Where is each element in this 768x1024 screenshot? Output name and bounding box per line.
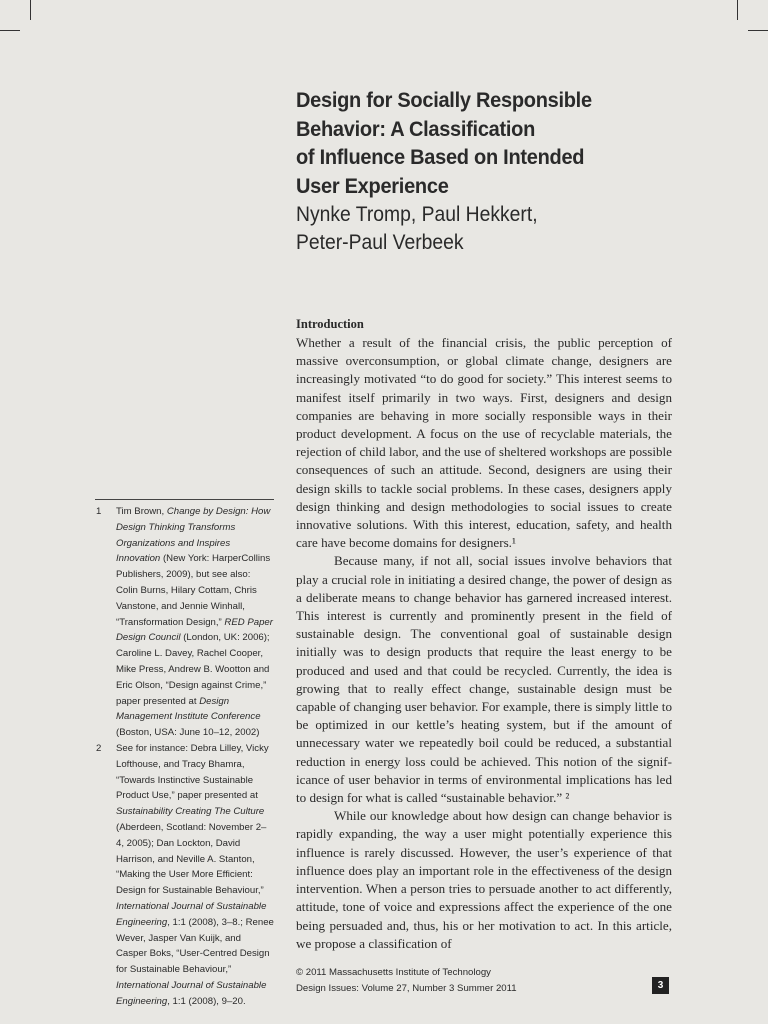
footnote-text-run: (Aberdeen, Scotland: November 2–4, 2005); Dan Lockton, David Harrison, and Neville A. Stanton, “Making the User More Efficient: Design for Sustainable Behaviour,” [116,821,267,897]
footnote-text [116,504,274,741]
footnote-number: 1 [96,506,102,517]
crop-mark-top-right-vertical [737,0,738,20]
title-line: Design for Socially Responsible [296,88,592,112]
crop-mark-top-left-horizontal [0,30,20,31]
footnote-text-run: Tim Brown, [116,506,167,517]
author-line: Nynke Tromp, Paul Hekkert, [296,203,538,226]
crop-mark-top-left-vertical [30,0,31,20]
article-header [296,86,736,257]
body-paragraph: Because many, if not all, social issues involve behaviors that play a crucial role in initiating a desired change, the power of design as a deliberate means to change behavior has garnered increased interest. This interest is currently and prominently present in the field of sustainable design. The conventional goal of sustainable design initially was to design products that require the least energy to be produced and used and that could be recycled. Currently, the idea is growing that to really effect change, sustainable design must be capable of changing user behavior. For example, there is simply little to be optimized in our kettle’s heating system, but if the amount of unnecessary water we repeatedly boil could be reduced, a substantial reduction in energy loss could be achieved. This notion of the signif-icance of user behavior in terms of environmental implications has led to design for what is called “sustainable behavior.” ² [296,553,672,806]
body-column [296,316,672,953]
body-paragraph: Whether a result of the financial crisis, the public perception of massive overconsumption, or global climate change, designers are increasingly motivated “to do good for society.” This interest seems to manifest itself primarily in two ways. First, designers and design companies are behaving in more socially responsible ways in their product development. A focus on the use of recyclable materials, the rejection of child labor, and the use of sheltered workshops are possible consequences of such an attitude. Second, designers are using their design skills to tackle social problems. In these cases, designers apply design thinking and design methodologies to social issues to create innovative solutions. With this interest, education, safety, and health care have become domains for designers.¹ [296,335,672,551]
footnotes [96,504,296,1010]
copyright-line: © 2011 Massachusetts Institute of Technology [296,967,491,978]
footnote-text-run: , 1:1 (2008), 9–20. [167,995,246,1007]
title-line: Behavior: A Classification [296,116,536,141]
footnote-text-run: , 1:1 (2008), 3–8.; Renee Wever, Jasper Van Kuijk, and Casper Boks, “User-Centred Design for Sustainable Behaviour,” [116,916,274,976]
footnote [96,504,296,741]
footnote-text-run: Change by Design: How Design Thinking Transforms Organizations and Inspires Innovation [116,506,271,565]
article-title [296,86,705,200]
footnote-text-run: International Journal of Sustainable Engineering [116,900,267,928]
journal-line: Design Issues: Volume 27, Number 3 Summer 2011 [296,982,517,994]
page-footer [296,965,517,996]
body-paragraph: While our knowledge about how design can change behavior is rapidly expanding, the way a user might potentially experience this influence is rarely discussed. However, the user’s experience of that influence does play an important role in the effectiveness of the design intervention. When a person tries to persuade another to act differently, attitude, tone of voice and expressions affect the experience of the one being persuaded and, thus, his or her motivation to act. In this article, we propose a classification of [296,808,672,951]
article-authors [296,201,701,257]
footnote-text-run: Sustainability Creating The Culture [116,806,265,818]
page-number: 3 [652,977,669,994]
footnote-text-run: (London, UK: 2006); Caroline L. Davey, Rachel Cooper, Mike Press, Andrew B. Wootton and Eric Olson, “Design against Crime,” paper presented at [116,632,270,707]
footnote-text-run: RED Paper Design Council [116,616,273,644]
footnote-rule [95,499,274,500]
title-line: User Experience [296,173,449,198]
footnote [96,741,296,1010]
footnote-number: 2 [96,742,102,754]
footnote-text [116,741,274,1010]
title-line: of Influence Based on Intended [296,145,585,169]
footnote-text-run: (New York: HarperCollins Publishers, 2009), but see also: Colin Burns, Hilary Cottam, Chris Vanstone, and Jennie Winhall, “Transformation Design,” [116,553,271,628]
footnote-text-run: (Boston, USA: June 10–12, 2002) [116,727,260,739]
author-line: Peter-Paul Verbeek [296,231,464,254]
crop-mark-top-right-horizontal [748,30,768,31]
footnote-text-run: International Journal of Sustainable Engineering [116,979,267,1007]
footnote-text-run: Design Management Institute Conference [116,695,261,723]
footnote-text-run: See for instance: Debra Lilley, Vicky Lofthouse, and Tracy Bhamra, “Towards Instinctive Sustainable Product Use,” paper presented at [116,742,269,802]
section-heading: Introduction [296,317,364,331]
